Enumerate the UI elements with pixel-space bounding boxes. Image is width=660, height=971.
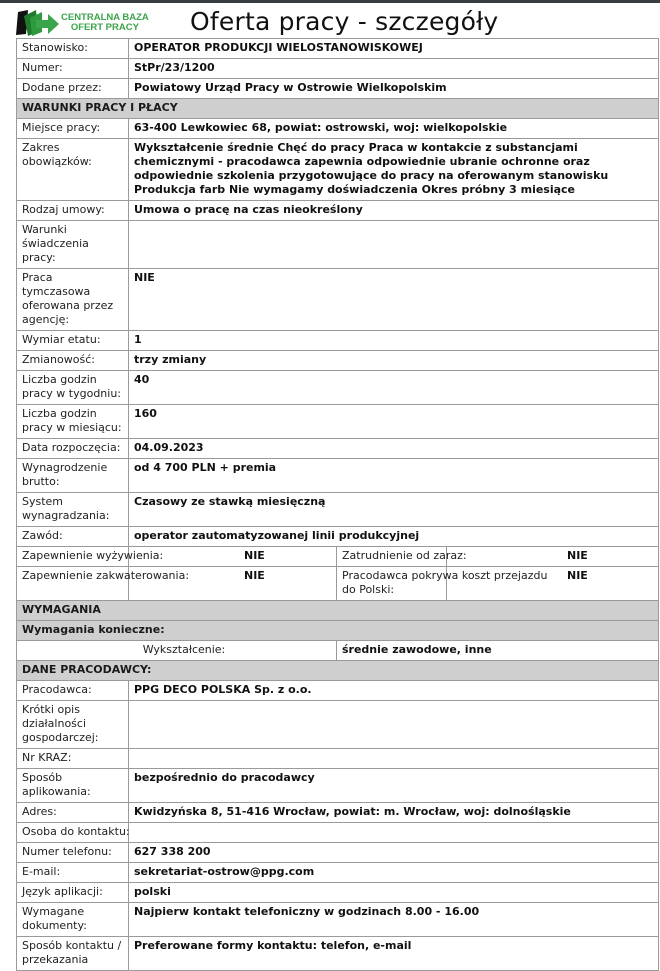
- value-wynagrodzenie: od 4 700 PLN + premia: [129, 459, 659, 493]
- row-sposob-kontaktu: [17, 937, 659, 971]
- subsection-wymagania-konieczne-title: Wymagania konieczne:: [17, 621, 659, 641]
- label-godziny-miesiac: Liczba godzin pracy w miesiącu:: [17, 405, 129, 439]
- row-zakwaterowanie-przejazd: [17, 567, 659, 601]
- value-warunki-swiadczenia: [129, 221, 659, 269]
- label-zmianowosc: Zmianowość:: [17, 351, 129, 371]
- value-adres: Kwidzyńska 8, 51-416 Wrocław, powiat: m. Wrocław, woj: dolnośląskie: [129, 803, 659, 823]
- offer-details-table: [16, 38, 659, 971]
- row-sposob-aplikowania: [17, 769, 659, 803]
- label-numer: Numer:: [17, 59, 129, 79]
- value-wymiar-etatu: 1: [129, 331, 659, 351]
- row-godziny-miesiac: [17, 405, 659, 439]
- row-pracodawca: [17, 681, 659, 701]
- section-warunki-header: [17, 99, 659, 119]
- row-nr-kraz: [17, 749, 659, 769]
- label-nr-kraz: Nr KRAZ:: [17, 749, 129, 769]
- logo-line-1: CENTRALNA BAZA: [61, 12, 149, 23]
- row-wynagrodzenie: [17, 459, 659, 493]
- row-numer: [17, 59, 659, 79]
- page-header: [16, 6, 660, 38]
- label-stanowisko: Stanowisko:: [17, 39, 129, 59]
- logo-line-2: OFERT PRACY: [70, 22, 139, 33]
- label-wymiar-etatu: Wymiar etatu:: [17, 331, 129, 351]
- label-praca-tymczasowa: Praca tymczasowa oferowana przez agencję:: [17, 269, 129, 331]
- label-wyksztalcenie: Wykształcenie:: [17, 641, 337, 661]
- row-stanowisko: [17, 39, 659, 59]
- row-adres: [17, 803, 659, 823]
- value-data-rozpoczecia: 04.09.2023: [129, 439, 659, 459]
- label-sposob-kontaktu: Sposób kontaktu / przekazania: [17, 937, 129, 971]
- section-warunki-title: WARUNKI PRACY I PŁACY: [17, 99, 659, 119]
- row-zakres-obowiazkow: [17, 139, 659, 201]
- value-miejsce-pracy: 63-400 Lewkowiec 68, powiat: ostrowski, woj: wielkopolskie: [129, 119, 659, 139]
- value-jezyk-aplikacji: polski: [129, 883, 659, 903]
- section-wymagania-header: [17, 601, 659, 621]
- label-wynagrodzenie: Wynagrodzenie brutto:: [17, 459, 129, 493]
- value-wyksztalcenie: średnie zawodowe, inne: [337, 641, 659, 661]
- section-pracodawca-title: DANE PRACODAWCY:: [17, 661, 659, 681]
- row-data-rozpoczecia: [17, 439, 659, 459]
- label-pracodawca: Pracodawca:: [17, 681, 129, 701]
- label-wymagane-dokumenty: Wymagane dokumenty:: [17, 903, 129, 937]
- label-jezyk-aplikacji: Język aplikacji:: [17, 883, 129, 903]
- label-wyzywienie: Zapewnienie wyżywienia:: [17, 547, 129, 567]
- section-pracodawca-header: [17, 661, 659, 681]
- value-numer: StPr/23/1200: [129, 59, 659, 79]
- row-numer-telefonu: [17, 843, 659, 863]
- value-zakres-obowiazkow: Wykształcenie średnie Chęć do pracy Praca w kontakcie z substancjami chemicznymi - pracodawca zapewnia odpowiednie ubranie ochronne oraz odpowiednie szkolenia przygotowujące do pracy na oferowanym stanowisku Produkcja farb Nie wymagamy doświadczenia Okres próbny 3 miesiące: [129, 139, 659, 201]
- value-godziny-tydzien: 40: [129, 371, 659, 405]
- row-zmianowosc: [17, 351, 659, 371]
- label-sposob-aplikowania: Sposób aplikowania:: [17, 769, 129, 803]
- value-email[interactable]: sekretariat-ostrow@ppg.com: [129, 863, 659, 883]
- row-zawod: [17, 527, 659, 547]
- label-dodane-przez: Dodane przez:: [17, 79, 129, 99]
- row-dodane-przez: [17, 79, 659, 99]
- label-email: E-mail:: [17, 863, 129, 883]
- value-osoba-kontakt: [129, 823, 659, 843]
- row-miejsce-pracy: [17, 119, 659, 139]
- label-godziny-tydzien: Liczba godzin pracy w tygodniu:: [17, 371, 129, 405]
- value-sposob-kontaktu: Preferowane formy kontaktu: telefon, e-mail: [129, 937, 659, 971]
- top-bar: [0, 0, 660, 3]
- label-koszt-przejazdu: [337, 567, 548, 601]
- row-opis-dzialalnosci: [17, 701, 659, 749]
- logo-arrows-icon: [16, 8, 60, 38]
- label-system-wynagradzania: System wynagradzania:: [17, 493, 129, 527]
- label-numer-telefonu: Numer telefonu:: [17, 843, 129, 863]
- row-email: [17, 863, 659, 883]
- value-rodzaj-umowy: Umowa o pracę na czas nieokreślony: [129, 201, 659, 221]
- label-miejsce-pracy: Miejsce pracy:: [17, 119, 129, 139]
- row-praca-tymczasowa: [17, 269, 659, 331]
- row-wyksztalcenie: [17, 641, 659, 661]
- label-data-rozpoczecia: Data rozpoczęcia:: [17, 439, 129, 459]
- value-system-wynagradzania: Czasowy ze stawką miesięczną: [129, 493, 659, 527]
- row-godziny-tydzien: [17, 371, 659, 405]
- label-rodzaj-umowy: Rodzaj umowy:: [17, 201, 129, 221]
- label-opis-dzialalnosci: Krótki opis działalności gospodarczej:: [17, 701, 129, 749]
- value-numer-telefonu: 627 338 200: [129, 843, 659, 863]
- value-zakwaterowanie: NIE: [129, 567, 337, 601]
- label-zatrudnienie-od-zaraz: Zatrudnienie od zaraz:: [337, 547, 447, 567]
- value-sposob-aplikowania: bezpośrednio do pracodawcy: [129, 769, 659, 803]
- value-opis-dzialalnosci: [129, 701, 659, 749]
- row-warunki-swiadczenia: [17, 221, 659, 269]
- value-zmianowosc: trzy zmiany: [129, 351, 659, 371]
- value-wymagane-dokumenty: Najpierw kontakt telefoniczny w godzinach 8.00 - 16.00: [129, 903, 659, 937]
- row-wyzywienie-zatrudnienie: [17, 547, 659, 567]
- value-praca-tymczasowa: NIE: [129, 269, 659, 331]
- value-zatrudnienie-od-zaraz: NIE: [447, 547, 659, 567]
- label-koszt-przejazdu-text: Pracodawca pokrywa koszt przejazdu do Polski:: [342, 569, 548, 596]
- row-rodzaj-umowy: [17, 201, 659, 221]
- row-system-wynagradzania: [17, 493, 659, 527]
- label-osoba-kontakt: Osoba do kontaktu:: [17, 823, 129, 843]
- label-warunki-swiadczenia: Warunki świadczenia pracy:: [17, 221, 129, 269]
- value-dodane-przez: Powiatowy Urząd Pracy w Ostrowie Wielkopolskim: [129, 79, 659, 99]
- value-stanowisko: OPERATOR PRODUKCJI WIELOSTANOWISKOWEJ: [129, 39, 659, 59]
- logo-text: [61, 13, 149, 33]
- value-zawod: operator zautomatyzowanej linii produkcyjnej: [129, 527, 659, 547]
- row-jezyk-aplikacji: [17, 883, 659, 903]
- row-wymiar-etatu: [17, 331, 659, 351]
- section-wymagania-konieczne: [17, 621, 659, 641]
- row-wymagane-dokumenty: [17, 903, 659, 937]
- value-godziny-miesiac: 160: [129, 405, 659, 439]
- section-wymagania-title: WYMAGANIA: [17, 601, 659, 621]
- value-pracodawca: PPG DECO POLSKA Sp. z o.o.: [129, 681, 659, 701]
- page-title: Oferta pracy - szczegóły: [190, 7, 499, 36]
- row-osoba-kontakt: [17, 823, 659, 843]
- label-zakres-obowiazkow: Zakres obowiązków:: [17, 139, 129, 201]
- cbop-logo: [16, 8, 156, 38]
- value-nr-kraz: [129, 749, 659, 769]
- label-zawod: Zawód:: [17, 527, 129, 547]
- value-koszt-przejazdu: NIE: [447, 567, 659, 601]
- label-zakwaterowanie: Zapewnienie zakwaterowania:: [17, 567, 129, 601]
- label-adres: Adres:: [17, 803, 129, 823]
- value-wyzywienie: NIE: [129, 547, 337, 567]
